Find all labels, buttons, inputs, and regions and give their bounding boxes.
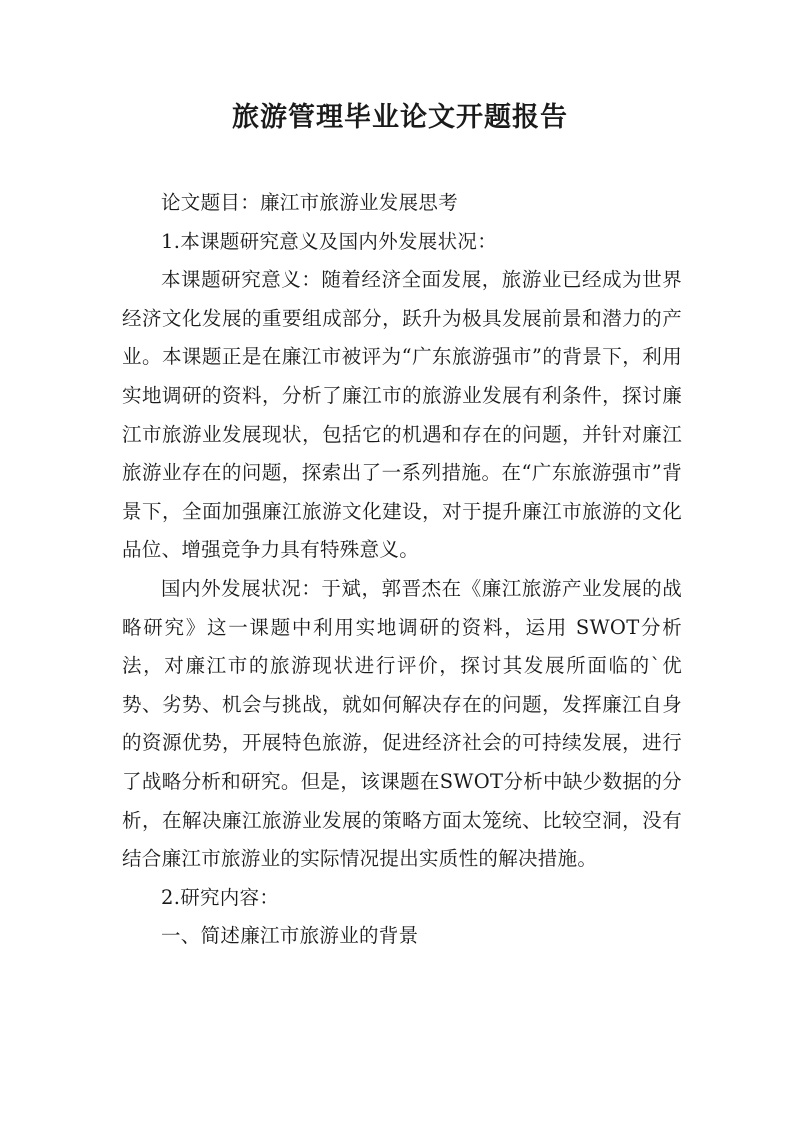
document-body — [122, 184, 682, 956]
paragraph-research-status: 国内外发展状况：于斌，郭晋杰在《廉江旅游产业发展的战略研究》这一课题中利用实地调研的资料，运用 SWOT分析法，对廉江市的旅游现状进行评价，探讨其发展所面临的`优势、劣势、机会与挑战，就如何解决存在的问题，发挥廉江自身的资源优势，开展特色旅游，促进经济社会的可持续发展，进行了战略分析和研究。但是，该课题在SWOT分析中缺少数据的分析，在解决廉江旅游业发展的策略方面太笼统、比较空洞，没有结合廉江市旅游业的实际情况提出实质性的解决措施。 — [122, 576, 682, 871]
thesis-topic-line: 论文题目：廉江市旅游业发展思考 — [161, 191, 459, 214]
section-heading-research-content: 2.研究内容： — [161, 885, 280, 909]
document-title: 旅游管理毕业论文开题报告 — [232, 102, 568, 133]
content-item-1: 一、简述廉江市旅游业的背景 — [161, 924, 419, 948]
section-heading-significance: 1.本课题研究意义及国内外发展状况： — [161, 229, 498, 253]
paragraph-significance: 本课题研究意义：随着经济全面发展，旅游业已经成为世界经济文化发展的重要组成部分，跃升为极具发展前景和潜力的产业。本课题正是在廉江市被评为“广东旅游强市”的背景下，利用实地调研的资料，分析了廉江市的旅游业发展有利条件，探讨廉江市旅游业发展现状，包括它的机遇和存在的问题，并针对廉江旅游业存在的问题，探索出了一系列措施。在“广东旅游强市”背景下，全面加强廉江旅游文化建设，对于提升廉江市旅游的文化品位、增强竞争力具有特殊意义。 — [122, 268, 682, 562]
